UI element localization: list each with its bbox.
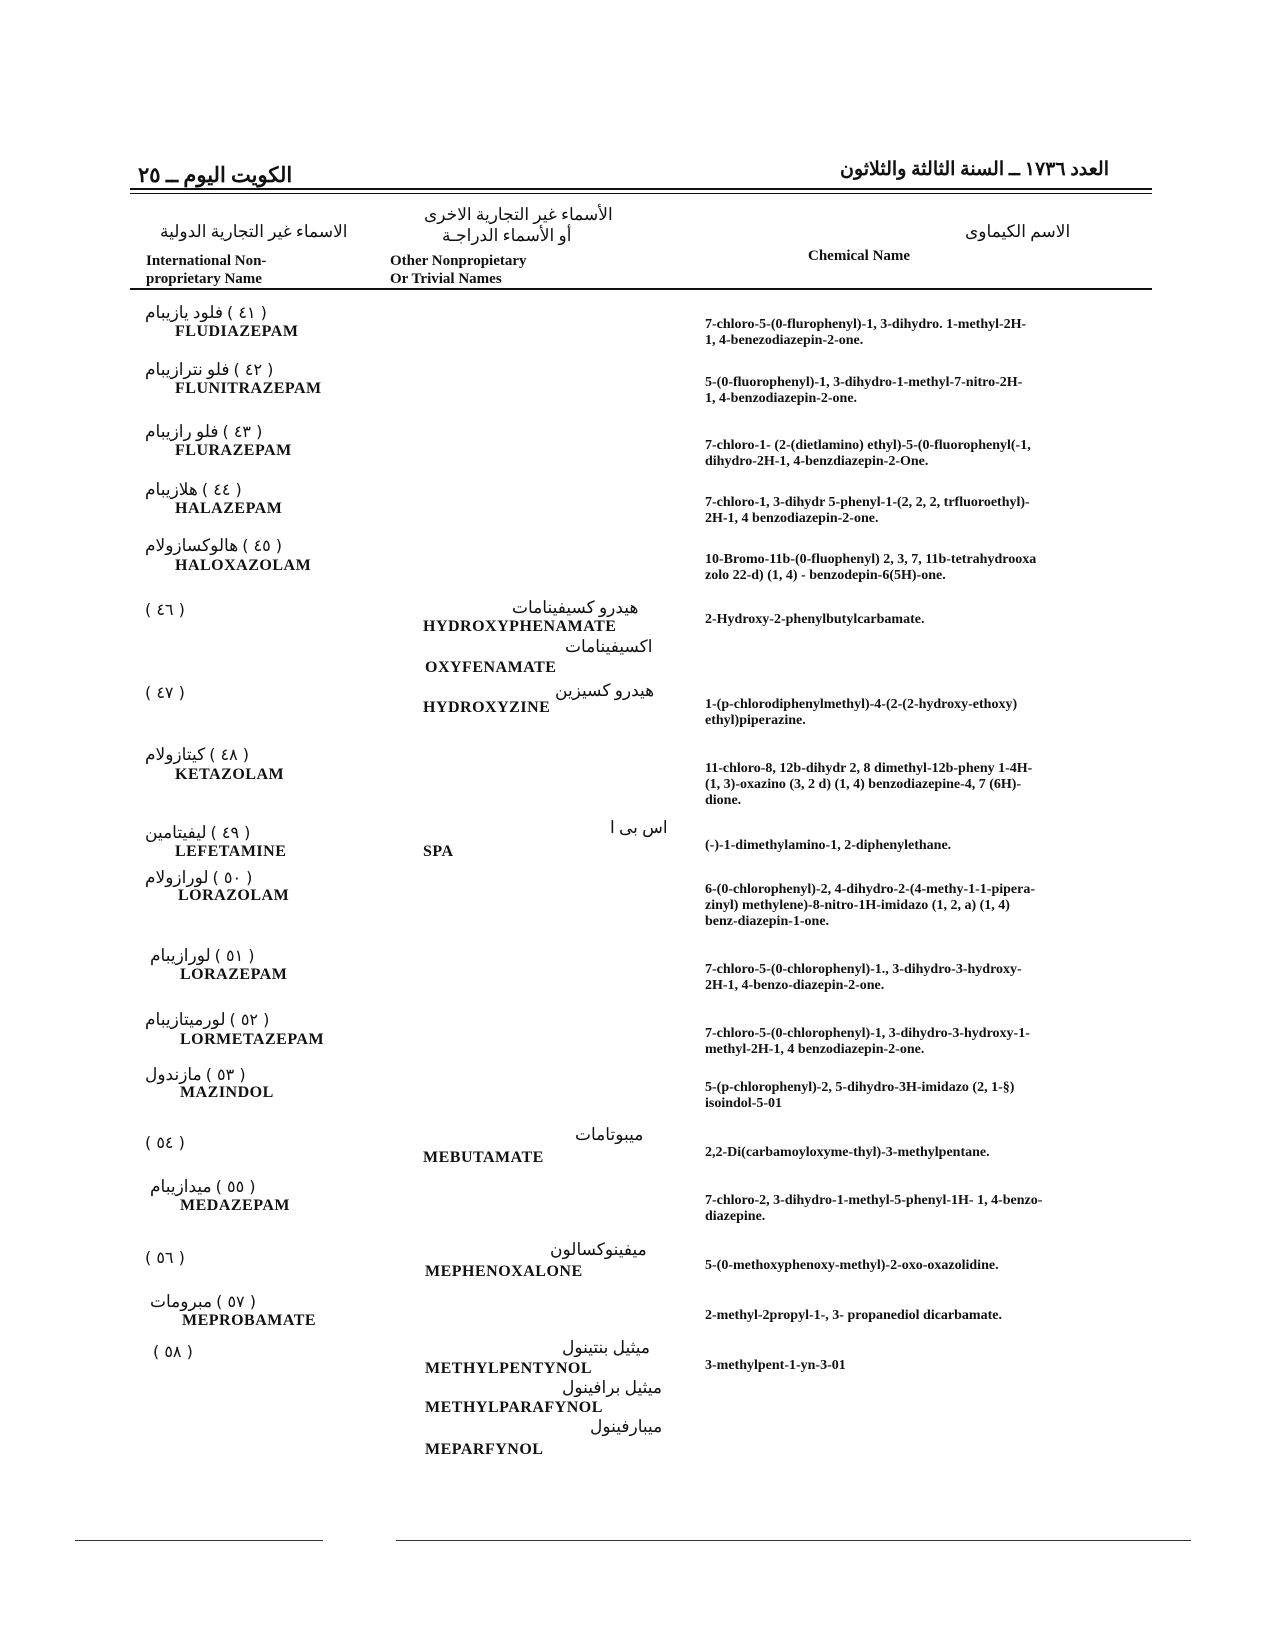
chemical-name [705,495,1145,527]
other-name-arabic: هيدرو كسيفينامات [512,598,639,617]
chemical-name [705,1193,1145,1225]
chem-line: zinyl) methylene)-8-nitro-1H-imidazo (1, 2, a) (1, 4) [705,898,1010,913]
chem-line: zolo 22-d) (1, 4) - benzodepin-6(5H)-one. [705,568,946,583]
inn-arabic: كيتازولام [145,745,206,764]
inn-english: MEDAZEPAM [180,1197,290,1214]
other-name-english: METHYLPENTYNOL [425,1360,593,1377]
inn-english: LORAZOLAM [178,887,290,904]
entry-number: ( ٤٧ ) [145,683,185,702]
footer-rule-left [75,1540,323,1541]
chem-line: 7-chloro-5-(0-flurophenyl)-1, 3-dihydro. 1-methyl-2H- [705,317,1027,332]
other-name-english: MEBUTAMATE [423,1149,544,1166]
chem-line: 5-(0-methoxyphenoxy-methyl)-2-oxo-oxazolidine. [705,1258,999,1273]
entry-number: ( ٥٥ ) [215,1177,256,1196]
chem-line: 2-Hydroxy-2-phenylbutylcarbamate. [705,612,925,627]
inn-arabic: فلود يازيبام [145,303,224,322]
chem-line: 3-methylpent-1-yn-3-01 [705,1358,846,1373]
chem-line: dione. [705,793,742,808]
inn-english: LORAZEPAM [180,966,288,983]
chemical-name [705,761,1145,809]
header-rule-thin [130,193,1152,194]
inn-arabic: لورازولام [145,868,209,887]
inn-arabic: هلازيبام [145,480,198,499]
entry-number: ( ٤٩ ) [210,823,251,842]
inn-arabic: مازندول [145,1065,202,1084]
inn-english: FLUNITRAZEPAM [175,380,322,397]
entry-number: ( ٥٦ ) [145,1248,185,1267]
chem-line: 7-chloro-5-(0-chlorophenyl)-1, 3-dihydro-3-hydroxy-1- [705,1026,1030,1041]
chemical-name [705,697,1145,729]
entry-number: ( ٤٢ ) [233,360,274,379]
chemical-name [705,962,1145,994]
column-heading-other-en [390,252,527,288]
chem-line: 7-chloro-5-(0-chlorophenyl)-1., 3-dihydro-3-hydroxy- [705,962,1022,977]
chem-line: 2,2-Di(carbamoyloxyme-thyl)-3-methylpentane. [705,1145,990,1160]
inn-english: MEPROBAMATE [182,1312,317,1329]
chemical-name [705,1308,1145,1324]
entry-44 [145,480,242,500]
other-name-arabic: ميبارفينول [590,1417,663,1436]
other-name-arabic: ميثيل برافينول [562,1378,662,1397]
entry-49 [145,823,250,843]
entry-number: ( ٤١ ) [227,303,267,322]
entry-number: ( ٥٧ ) [216,1292,256,1311]
column-heading-inn-ar: الاسماء غير التجارية الدولية [160,222,348,241]
entry-number: ( ٥٤ ) [145,1133,185,1152]
entry-51 [150,946,255,966]
chem-line: 7-chloro-1, 3-dihydr 5-phenyl-1-(2, 2, 2, trfluoroethyl)- [705,495,1030,510]
inn-arabic: لورميتازيبام [145,1010,226,1029]
page-header-right: العدد ١٧٣٦ ــ السنة الثالثة والثلاثون [840,159,1109,180]
chem-line: ethyl)piperazine. [705,713,806,728]
entry-number: ( ٥٨ ) [153,1342,193,1361]
entry-52 [145,1010,269,1030]
inn-english: HALAZEPAM [175,500,283,517]
column-heading-other-en-line2: Or Trivial Names [390,271,502,287]
column-heading-other-ar-1: الأسماء غير التجارية الاخرى [424,205,613,224]
header-rule [130,188,1152,190]
chem-line: dihydro-2H-1, 4-benzdiazepin-2-One. [705,454,929,469]
chemical-name [705,1145,1145,1161]
entry-number: ( ٤٦ ) [145,600,185,619]
chem-line: 2H-1, 4 benzodiazepin-2-one. [705,511,879,526]
other-name-english: HYDROXYPHENAMATE [423,618,617,635]
chem-line: 2H-1, 4-benzo-diazepin-2-one. [705,978,885,993]
chem-line: 1-(p-chlorodiphenylmethyl)-4-(2-(2-hydroxy-ethoxy) [705,697,1018,712]
column-heading-other-ar-2: أو الأسماء الدراجـة [442,226,572,245]
chemical-name [705,317,1145,349]
other-name-arabic: ميبوتامات [575,1125,644,1144]
chem-line: 7-chloro-1- (2-(dietlamino) ethyl)-5-(0-fluorophenyl(-1, [705,438,1031,453]
other-name-english: METHYLPARAFYNOL [425,1399,603,1416]
inn-arabic: لورازيبام [150,946,211,965]
chemical-name [705,375,1145,407]
column-heading-chem-ar: الاسم الكيماوى [965,222,1071,241]
entry-number: ( ٥١ ) [214,946,255,965]
entry-number: ( ٤٣ ) [222,422,263,441]
chemical-name [705,1026,1145,1058]
inn-english: HALOXAZOLAM [175,557,312,574]
entry-50 [145,868,252,888]
chem-line: 1, 4-benezodiazepin-2-one. [705,333,864,348]
chem-line: 6-(0-chlorophenyl)-2, 4-dihydro-2-(4-methy-1-1-pipera- [705,882,1036,897]
inn-english: FLUDIAZEPAM [175,323,299,340]
entry-number: ( ٥٠ ) [212,868,253,887]
entry-55 [150,1177,256,1197]
chemical-name [705,438,1145,470]
chem-line: isoindol-5-01 [705,1096,783,1111]
chem-line: 10-Bromo-11b-(0-fluophenyl) 2, 3, 7, 11b-tetrahydrooxa [705,552,1037,567]
entry-42 [145,360,273,380]
inn-english: KETAZOLAM [175,766,285,783]
entry-number: ( ٥٣ ) [205,1065,246,1084]
footer-rule-right [396,1540,1191,1541]
inn-english: FLURAZEPAM [175,442,292,459]
entry-number: ( ٤٥ ) [242,536,283,555]
other-name-english: OXYFENAMATE [425,659,557,676]
other-name-arabic: ميفينوكسالون [550,1240,647,1259]
column-heading-inn-en [146,252,266,288]
chemical-name [705,612,1145,628]
other-name-arabic: اس بى ا [610,818,668,837]
column-heading-rule [130,288,1152,290]
chemical-name [705,1358,1145,1374]
column-heading-inn-en-line2: proprietary Name [146,271,262,287]
chem-line: 11-chloro-8, 12b-dihydr 2, 8 dimethyl-12b-pheny 1-4H- [705,761,1033,776]
entry-number: ( ٤٤ ) [201,480,242,499]
entry-45 [145,536,282,556]
inn-english: MAZINDOL [180,1084,274,1101]
other-name-english: MEPARFYNOL [425,1441,544,1458]
entry-41 [145,303,267,323]
other-name-english: MEPHENOXALONE [425,1263,583,1280]
other-name-arabic: هيدرو كسيزين [555,681,655,700]
inn-english: LORMETAZEPAM [180,1031,325,1048]
inn-arabic: ليفيتامين [145,823,207,842]
other-name-arabic: اكسيفينامات [565,637,653,656]
column-heading-other-en-line1: Other Nonpropietary [390,253,527,269]
chemical-name [705,838,1145,854]
inn-arabic: ميدازيبام [150,1177,212,1196]
entry-number: ( ٥٢ ) [229,1010,270,1029]
entry-number: ( ٤٨ ) [209,745,250,764]
entry-53 [145,1065,246,1085]
inn-arabic: فلو رازيبام [145,422,219,441]
chem-line: benz-diazepin-1-one. [705,914,830,929]
column-heading-inn-en-line1: International Non- [146,253,267,269]
chemical-name [705,1258,1145,1274]
chem-line: 7-chloro-2, 3-dihydro-1-methyl-5-phenyl-1H- 1, 4-benzo- [705,1193,1043,1208]
entry-43 [145,422,262,442]
chem-line: 2-methyl-2propyl-1-, 3- propanediol dicarbamate. [705,1308,1002,1323]
other-name-arabic: ميثيل بنتينول [562,1338,651,1357]
chem-line: (1, 3)-oxazino (3, 2 d) (1, 4) benzodiazepine-4, 7 (6H)- [705,777,1022,792]
chem-line: methyl-2H-1, 4 benzodiazepin-2-one. [705,1042,925,1057]
chem-line: diazepine. [705,1209,766,1224]
chem-line: 5-(0-fluorophenyl)-1, 3-dihydro-1-methyl-7-nitro-2H- [705,375,1023,390]
inn-arabic: مبرومات [150,1292,213,1311]
chemical-name [705,882,1145,930]
inn-arabic: فلو نترازيبام [145,360,230,379]
entry-48 [145,745,249,765]
entry-57 [150,1292,256,1312]
chem-line: (-)-1-dimethylamino-1, 2-diphenylethane. [705,838,952,853]
chem-line: 1, 4-benzodiazepin-2-one. [705,391,858,406]
page-header-left: الكويت اليوم ــ ٢٥ [138,163,293,187]
other-name-english: HYDROXYZINE [423,699,551,716]
chemical-name [705,1080,1145,1112]
other-name-english: SPA [423,843,454,860]
chem-line: 5-(p-chlorophenyl)-2, 5-dihydro-3H-imidazo (2, 1-§) [705,1080,1015,1095]
chemical-name [705,552,1145,584]
inn-english: LEFETAMINE [175,843,287,860]
inn-arabic: هالوكسازولام [145,536,239,555]
column-heading-chem-en: Chemical Name [808,248,911,264]
